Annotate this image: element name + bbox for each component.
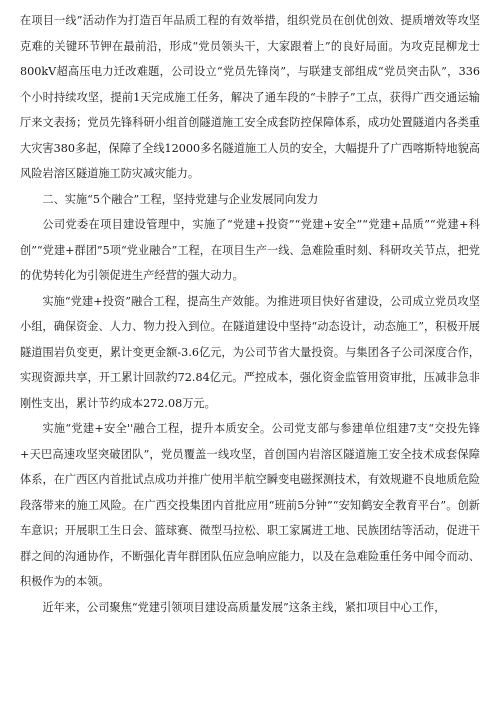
paragraph-party-members-frontline: 在项目一线”活动作为打造百年品质工程的有效举措，组织党员在创优创效、提质增效等攻坚克难的关键环节钾在最前沿，形成“党员领头干，大家跟着上”的良好局面。为攻克昆柳龙士800kV超高压电力迁改难题，公司设立“党员先锋岗”，与联建支部组成“党员突击队”，336个小时持续攻坚，提前1天完成施工任务，解决了通车段的“卡脖子”工点，获得广西交通运输厅来文表扬；党员先锋科研小组首创隧道施工安全成套防控保障体系，成功处置隧道内各类重大灾害380多起，保障了全线12000多名隧道施工人员的安全，大幅提升了广西喀斯特地貌高风险岩溶区隧道施工防灾减灾能力。 xyxy=(20,14,480,180)
paragraph-five-integration-projects: 公司党委在项目建设管理中，实施了“党建+投资”“党建+安全”“党建+品质”“党建+科创”“党建+群团”5项“党业融合”工程，在项目生产一线、急难险重时刻、科研攻关节点，把党的优势转化为引领促进生产经营的强大动力。 xyxy=(20,218,480,282)
section-heading-five-integrations: 二、实施“5个融合”工程，坚持党建与企业发展同向发力 xyxy=(42,192,319,206)
paragraph-recent-years: 近年来，公司聚焦“党建引领项目建设高质量发展”这条主线，紧扣项目中心工作， xyxy=(42,600,446,614)
paragraph-party-safety: 实施“党建+安全''融合工程，提升本质安全。公司党支部与参建单位组建7支“交投先锋+天巴高速攻坚突破团队”，党员覆盖一线攻坚，首创国内岩溶区隧道施工安全技术成套保障体系，在广西区内首批试点成功并推广使用半航空瞬变电磁探测技术，有效规避不良地质危险段落带来的施工风险。在广西交投集团内首批应用“班前5分钟”“安知鹤安全教育平台”。创新车意识；开展职工生日会、篮球赛、微型马拉松、职工家属进工地、民族团结等活动，促进干群之间的沟通协作，不断强化青年群团队伍应急响应能力，以及在急难险重任务中闻令而动、积极作为的本领。 xyxy=(20,422,480,588)
paragraph-party-investment: 实施“党建+投资”融合工程，提高生产效能。为推进项目快好省建设，公司成立党员攻坚小组，确保资金、人力、物力投入到位。在隧道建设中坚持“动态设计，动态施工”，积极开展隧道围岩负变更，累计变更金额-3.6亿元，为公司节省大量投资。与集团各子公司深度合作，实现资源共享，开工累计回款约72.84亿元。严控成本，强化资金监管用资审批，压减非急非刚性支出，累计节约成本272.08万元。 xyxy=(20,294,480,410)
